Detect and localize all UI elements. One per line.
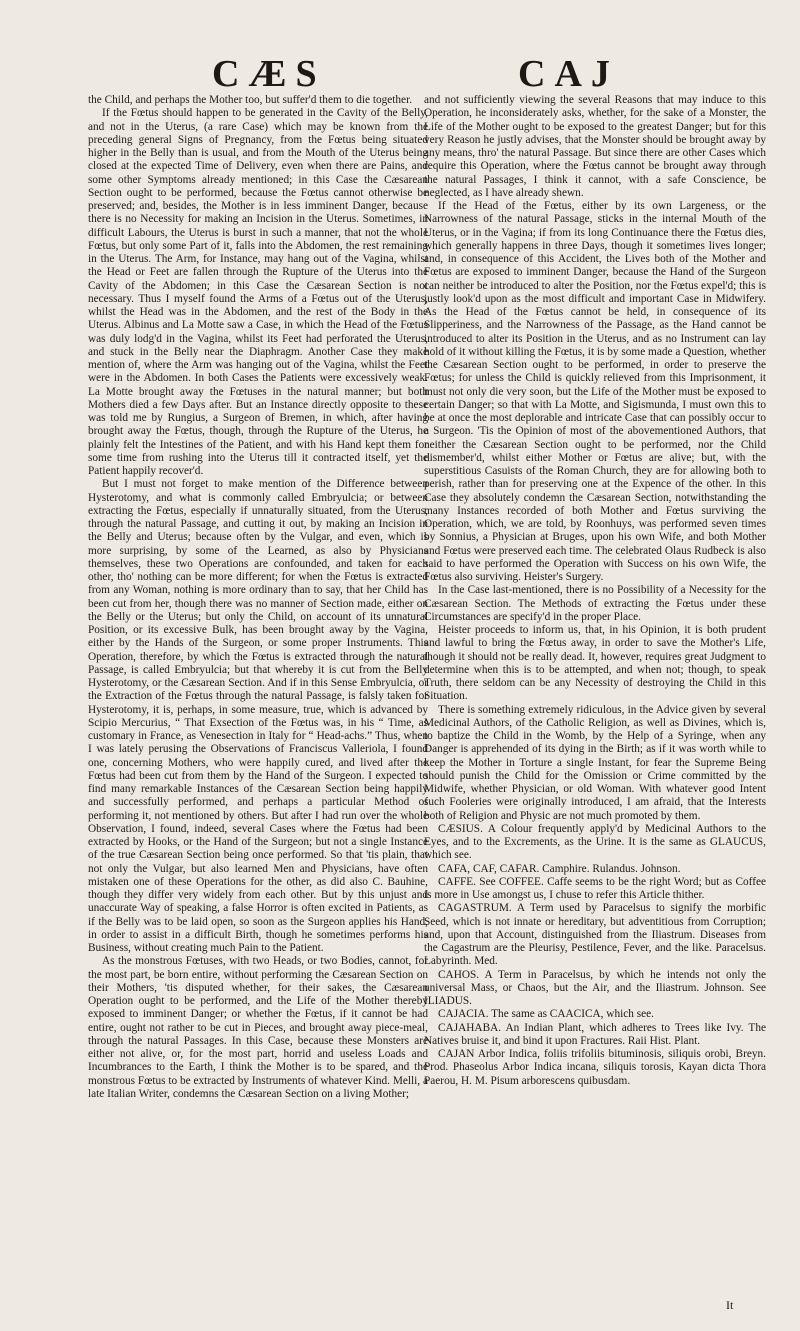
paragraph: But I must not forget to make mention of the Difference between Hysterotomy, and what is commonly called Embryulcia; or between extracting the Fœtus, especially if unnaturally situated, from the Uterus, through the natural Passage, and cutting it out, by making an Incision in the Belly and Uterus; because often by the Vulgar, and even, which is more surprising, by some of the Learned, as also by Physicians themselves, these two Operations are confounded, and taken for each other, tho' nothing can be more different; for when the Fœtus is extracted from any Woman, nothing is more ordinary than to say, that her Child has been cut from her, though there was no manner of Section made, either on the Belly or the Uterus; but only the Child, on account of its unnatural Position, or its excessive Bulk, has been brought away by the Vagina, either by the Hands of the Surgeon, or some proper Instruments. This Operation, therefore, by which the Fœtus is extracted through the natural Passage, is called Embryulcia; but that whereby it is cut from the Belly Hysterotomy, or the Cæsarean Section. And if in this Sense Embryulcia, or the Extraction of the Fœtus through the natural Passage, is falsly taken for Hysterotomy, it is, perhaps, in some measure, true, which is advanced by Scipio Mercurius, “ That Exsection of the Fœtus was, in his “ Time, as customary in France, as Venesection in Italy for “ Head-achs.” Thus, when I was lately perusing the Observations of Franciscus Valleriola, I found one, concerning Mothers, who were happily cured, and lived after the Fœtus had been cut from them by the Hand of the Surgeon. I expected to find many remarkable Instances of the Cæsarean Section being happily and successfully performed, and perhaps a particular Method of performing it, not mentioned by others. But after I had run over the whole Observation, I found, indeed, several Cases where the Fœtus had been extracted by Hooks, or the Hand of the Surgeon; but not a single Instance of the true Cæsarean Section being once performed. So that 'tis plain, that not only the Vulgar, but also learned Men and Physicians, have often mistaken one of these Operations for the other, as did also C. Bauhine, though they differ very widely from each other. But by this unjust and unaccurate Way of speaking, a false Horror is often excited in Patients, as if the Belly was to be laid open, so soon as the Surgeon applies his Hand, in order to assist in a difficult Birth, though he sometimes performs his Business, without creating much Pain to the Patient. bbox=[88, 478, 428, 954]
dictionary-entry: CÆSIUS. A Colour frequently apply'd by Medicinal Authors to the Eyes, and to the Excrements, as the Urine. It is the same as GLAUCUS, which see. bbox=[424, 822, 766, 862]
running-header bbox=[0, 52, 800, 98]
paragraph: In the Case last-mentioned, there is no Possibility of a Necessity for the Cæsarean Section. The Methods of extracting the Fœtus under these Circumstances are specify'd in the proper Place. bbox=[424, 584, 766, 623]
column-divider bbox=[419, 96, 420, 1291]
header-right: CAJ bbox=[518, 53, 619, 95]
header-left: CÆS bbox=[212, 53, 326, 95]
dictionary-entry: CAJACIA. The same as CAACICA, which see. bbox=[438, 1008, 654, 1021]
paragraph: As the monstrous Fœtuses, with two Heads, or two Bodies, cannot, for the most part, be born entire, without performing the Cæsarean Section on their Mothers, 'tis disputed whether, for their sakes, the Cæsarean Operation ought to be performed, and the Life of the Mother thereby exposed to imminent Danger; or whether the Fœtus, if it cannot be had entire, ought not rather to be cut in Pieces, and brought away piece-meal, through the natural Passages. In this Case, because these Monsters are either not alive, or, for the most part, horrid and useless Loads and Incumbrances to the Earth, I think the Mother is to be spared, and the monstrous Fœtus to be extracted by Instruments of whatever Kind. Melli, a late Italian Writer, condemns the Cæsarean Section on a living Mother; bbox=[88, 955, 428, 1100]
dictionary-entry: CAJAN Arbor Indica, foliis trifoliis bituminosis, siliquis orobi, Breyn. Prod. Phaseolus Arbor Indica incana, siliquis torosis, Kayan dicta Thora Paerou, H. M. Pisum arborescens quibusdam. bbox=[424, 1048, 766, 1087]
dictionary-entry: CAHOS. A Term in Paracelsus, by which he intends not only the universal Mass, or Chaos, but the Air, and the Iliastrum. Johnson. See ILIADUS. bbox=[424, 968, 766, 1007]
right-column bbox=[424, 94, 766, 1294]
dictionary-entry: CAFA, CAF, CAFAR. Camphire. Rulandus. Johnson. bbox=[438, 862, 681, 875]
paragraph: and not sufficiently viewing the several Reasons that may induce to this Operation, he inconsiderately asks, whether, for the sake of a Monster, the Life of the Mother ought to be exposed to the greatest Danger; but for this very Reason he justly advises, that the Monster should be brought away by any means, thro' the natural Passage. But since there are other Cases which require this Operation, where the Fœtus cannot be brought away through the natural Passages, I think it cannot, with a safe Conscience, be neglected, as I have already shewn. bbox=[424, 94, 766, 199]
dictionary-entry: CAFFE. See COFFEE. Caffe seems to be the right Word; but as Coffee is more in Use amongst us, I chuse to refer this Article thither. bbox=[424, 875, 766, 901]
paragraph: the Child, and perhaps the Mother too, but suffer'd them to die together. bbox=[88, 94, 413, 106]
paragraph: Heister proceeds to inform us, that, in his Opinion, it is both prudent and lawful to bring the Fœtus away, in order to save the Mother's Life, though it should not be really dead. It, however, requires great Judgment to determine when this is to be attempted, and when not; though, to speak Truth, there seldom can be any Necessity of destroying the Child in this Situation. bbox=[424, 624, 766, 703]
paragraph: There is something extremely ridiculous, in the Advice given by several Medicinal Authors, of the Catholic Religion, as well as Divines, which is, to baptize the Child in the Womb, by the Help of a Syringe, when any Danger is apprehended of its dying in the Birth; as if it was worth while to keep the Mother in Torture a single Instant, for fear the Supreme Being should punish the Child for the Omission or Crime committed by the Midwife, whether Physician, or old Woman. With whatever good Intent such Fooleries were originally introduced, I am afraid, that the Interests both of Religion and Physic are not much promoted by them. bbox=[424, 703, 766, 822]
paragraph: If the Fœtus should happen to be generated in the Cavity of the Belly, and not in the Uterus, (a rare Case) which may be known from the preceding general Signs of Pregnancy, from the Fœtus being situated higher in the Belly than is usual, and from the Mouth of the Uterus being closed at the expected Time of Delivery, even when there are Pains, and some other Symptoms already mentioned; in this Case the Cæsarean Section ought to be performed, because the Fœtus cannot otherwise be preserved; and, besides, the Mother is in less imminent Danger, because there is no Necessity for making an Incision in the Uterus. Sometimes, in difficult Labours, the Uterus is burst in such a manner, that not the whole Fœtus, but only some Part of it, falls into the Abdomen, the rest remaining in the Uterus. The Arm, for Instance, may hang out of the Vagina, whilst the Head or Feet are fallen through the Rupture of the Uterus into the Cavity of the Abdomen; in this Case the Cæsarean Section is not necessary. Thus I myself found the Arms of a Fœtus out of the Uterus, whilst the Head was in the Abdomen, and the rest of the Body in the Uterus. Albinus and La Motte saw a Case, in which the Head of the Fœtus was duly lodg'd in the Vagina, whilst its Feet had perforated the Uterus, and stuck in the Belly near the Diaphragm. Another Case they make mention of, where the Arm was hanging out of the Vagina, whilst the Feet were in the Abdomen. In both Cases the Patients were excessively weak. La Motte brought away the Fœtuses in the natural manner; but both Mothers died a few Days after. But an Instance directly opposite to these was told me by Rungius, a Surgeon of Bremen, in which, after having brought away the Fœtus, though, through the Rupture of the Uterus, he plainly felt the Intestines of the Patient, and with his Hand kept them for some time from rushing into the Uterus till it contracted itself, yet the Patient happily recover'd. bbox=[88, 107, 428, 477]
catchword: It bbox=[726, 1298, 734, 1312]
dictionary-entry: CAJAHABA. An Indian Plant, which adheres to Trees like Ivy. The Natives bruise it, and bind it upon Fractures. Raii Hist. Plant. bbox=[424, 1021, 766, 1047]
dictionary-entry: CAGASTRUM. A Term used by Paracelsus to signify the morbific Seed, which is not innate or hereditary, but adventitious from Corruption; and, upon that Account, distinguished from the Iliastrum. Diseases from the Cagastrum are the Pleurisy, Pestilence, Fever, and the like. Paracelsus. Labyrinth. Med. bbox=[424, 902, 766, 968]
left-column bbox=[88, 94, 428, 1294]
paragraph: If the Head of the Fœtus, either by its own Largeness, or the Narrowness of the natural Passage, sticks in the internal Mouth of the Uterus, or in the Vagina; if from its long Continuance there the Fœtus dies, which generally happens in three Days, though it sometimes lives longer; and, in consequence of this Accident, the Lives both of the Mother and Fœtus are exposed to imminent Danger, because the Hand of the Surgeon can neither be introduced to alter the Position, nor the Fœtus expel'd; this is justly look'd upon as the most difficult and important Case in Midwifery. As the Head of the Fœtus cannot be held, in consequence of its Slipperiness, and the Narrowness of the Passage, as the Hand cannot be introduced to alter its Position in the Uterus, and as no Instrument can lay hold of it without killing the Fœtus, it is by some made a Question, whether the Cæsarean Section ought to be performed, in order to preserve the Fœtus; for unless the Child is quickly relieved from this Imprisonment, it must not only die very soon, but the Life of the Mother must be exposed to certain Danger; so that with La Motte, and Sigismunda, I must own this to be at once the most deplorable and intricate Case that can possibly occur to a Surgeon. 'Tis the Opinion of most of the abovementioned Authors, that neither the Cæsarean Section ought to be performed, nor the Child dismember'd, whilst either Mother or Fœtus are alive; but, with the superstitious Casuists of the Roman Church, they are for allowing both to perish, rather than for preserving one at the Expence of the other. In this Case they absolutely condemn the Cæsarean Section, notwithstanding the many Instances recorded of both Mother and Fœtus surviving the Operation, which, we are told, by Roonhuys, was performed seven times by Sonnius, a Physician at Bruges, upon his own Wife, and both Mother and Fœtus were preserved each time. The celebrated Olaus Rudbeck is also said to have performed the Operation with Success on his own Wife, the Fœtus also surviving. Heister's Surgery. bbox=[424, 200, 766, 583]
